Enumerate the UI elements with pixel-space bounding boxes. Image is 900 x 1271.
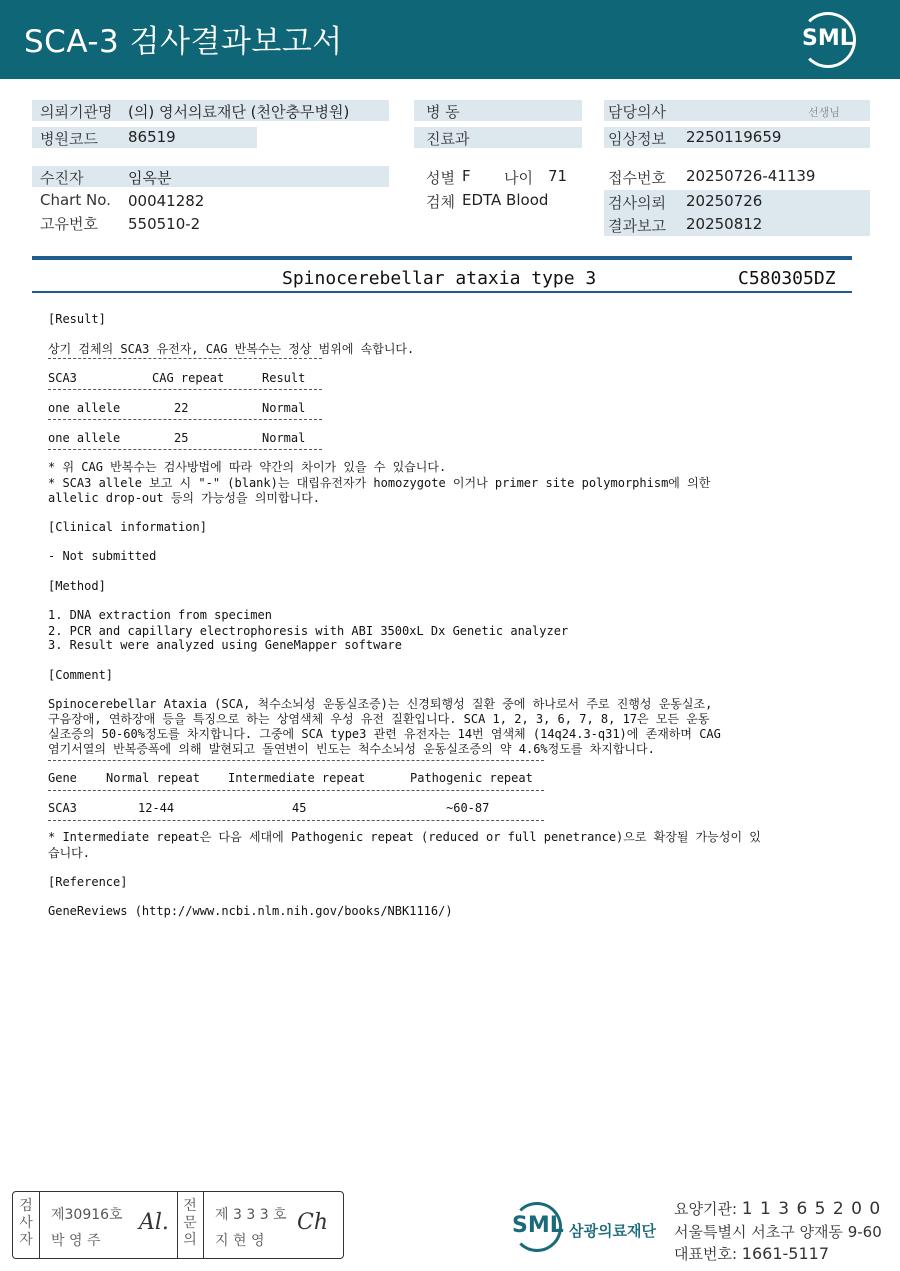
institution-code: [674, 1198, 881, 1219]
chart-label: Chart No.: [40, 191, 111, 209]
inspector-signature: Al.: [139, 1210, 169, 1235]
box-divider: [203, 1192, 204, 1258]
comment-line: 실조증의 50-60%정도를 차지합니다. 그중에 SCA type3 관련 유전자는 14번 염색체 (14q24.3-q31)에 존재하며 CAG: [48, 727, 721, 741]
result-heading: [Result]: [48, 312, 106, 326]
test-code: C580305DZ: [738, 268, 836, 289]
specialist-number: 제 3 3 3 호: [215, 1207, 287, 1223]
table-divider: [48, 820, 544, 821]
table-divider: [48, 760, 544, 761]
result-line: 상기 검체의 SCA3 유전자, CAG 반복수는 정상 범위에 속합니다.: [48, 342, 415, 356]
doctor-suffix: 선생님: [808, 106, 840, 119]
divider-bottom: [32, 291, 852, 293]
age-label: 나이: [504, 169, 533, 187]
sml-logo-text: SML: [802, 26, 854, 51]
receipt-value: 20250726-41139: [686, 167, 816, 185]
table-cell: 45: [292, 801, 307, 815]
comment-line: Spinocerebellar Ataxia (SCA, 척수소뇌성 운동실조증)는 신경퇴행성 질환 중에 하나로서 주로 진행성 운동실조,: [48, 697, 713, 711]
specialist-name: 지 현 영: [215, 1233, 265, 1249]
chart-value: 00041282: [128, 192, 205, 210]
uid-label: 고유번호: [40, 215, 98, 233]
note-line: * Intermediate repeat은 다음 세대에 Pathogenic repeat (reduced or full penetrance)으로 확장될 가능성이 있: [48, 830, 761, 844]
table-divider: [48, 790, 544, 791]
phone-value: 1661-5117: [741, 1244, 830, 1263]
report-date-value: 20250812: [686, 215, 763, 233]
table-row: one allele: [48, 431, 121, 445]
phone-number: [674, 1243, 829, 1264]
note-line: * SCA3 allele 보고 시 "-" (blank)는 대립유전자가 homozygote 이거나 primer site polymorphism에 의한: [48, 476, 711, 490]
table-cell: 22: [174, 401, 189, 415]
report-title: SCA-3 검사결과보고서: [24, 24, 343, 60]
table-cell: Normal: [262, 431, 306, 445]
patient-label: 수진자: [40, 169, 84, 187]
request-label: 검사의뢰: [608, 194, 666, 212]
dept-label: 진료과: [426, 130, 470, 148]
comment-line: 염기서열의 반복증폭에 의해 발현되고 돌연변이 빈도는 척수소뇌성 운동실조증의 약 4.6%정도를 차지합니다.: [48, 742, 655, 756]
specialist-label: 전문의: [183, 1198, 197, 1248]
request-value: 20250726: [686, 192, 763, 210]
table-cell: 12-44: [138, 801, 175, 815]
inspector-number: 제30916호: [51, 1207, 123, 1223]
note-line: 습니다.: [48, 846, 91, 860]
hospcode-value: 86519: [128, 128, 176, 146]
table-divider: [48, 449, 322, 450]
t2-header: Intermediate repeat: [228, 771, 366, 785]
doctor-label: 담당의사: [608, 103, 666, 121]
sex-value: F: [462, 167, 471, 185]
method-line: 2. PCR and capillary electrophoresis with ABI 3500xL Dx Genetic analyzer: [48, 624, 569, 638]
organization-address: 서울특별시 서초구 양재동 9-60: [674, 1223, 882, 1241]
reference-line: GeneReviews (http://www.ncbi.nlm.nih.gov/books/NBK1116/): [48, 904, 453, 918]
reference-heading: [Reference]: [48, 875, 128, 889]
sml-footer-logo-text: SML: [512, 1213, 564, 1238]
report-header: [0, 0, 900, 79]
box-divider: [177, 1192, 178, 1258]
table-divider: [48, 419, 322, 420]
organization-name: 삼광의료재단: [569, 1222, 656, 1240]
note-line: * 위 CAG 반복수는 검사방법에 따라 약간의 차이가 있을 수 있습니다.: [48, 460, 447, 474]
t2-header: Gene: [48, 771, 77, 785]
hospital-label: 의뢰기관명: [40, 103, 113, 121]
table-cell: ~60-87: [446, 801, 490, 815]
specialist-signature: Ch: [297, 1210, 329, 1235]
table-divider: [48, 358, 322, 359]
institution-code-value: 1 1 3 6 5 2 0 0: [741, 1199, 882, 1219]
sex-label: 성별: [426, 169, 455, 187]
clinical-value: 2250119659: [686, 128, 782, 146]
uid-value: 550510-2: [128, 215, 201, 233]
note-line: allelic drop-out 등의 가능성을 의미합니다.: [48, 491, 321, 505]
hospital-value: (의) 영서의료재단 (천안충무병원): [128, 103, 350, 121]
t1-header-gene: SCA3: [48, 371, 77, 385]
receipt-label: 접수번호: [608, 169, 666, 187]
t1-header-cag: CAG repeat: [152, 371, 225, 385]
test-name: Spinocerebellar ataxia type 3: [282, 268, 597, 289]
ward-label: 병 동: [426, 103, 460, 121]
divider-top: [32, 256, 852, 260]
table-cell: Normal: [262, 401, 306, 415]
inspector-name: 박 영 주: [51, 1233, 101, 1249]
t2-header: Normal repeat: [106, 771, 200, 785]
signature-box: [12, 1191, 344, 1259]
box-divider: [39, 1192, 40, 1258]
comment-line: 구음장애, 연하장애 등을 특징으로 하는 상염색체 우성 유전 질환입니다. SCA 1, 2, 3, 6, 7, 8, 17은 모든 운동: [48, 712, 710, 726]
patient-bar: [32, 166, 389, 187]
specimen-label: 검체: [426, 193, 455, 211]
table-divider: [48, 389, 322, 390]
method-heading: [Method]: [48, 579, 106, 593]
report-date-label: 결과보고: [608, 217, 666, 235]
clinical-heading: [Clinical information]: [48, 520, 207, 534]
table-cell: 25: [174, 431, 189, 445]
comment-heading: [Comment]: [48, 668, 114, 682]
clinical-line: - Not submitted: [48, 549, 157, 563]
phone-label: 대표번호:: [674, 1245, 738, 1263]
patient-value: 임옥분: [128, 169, 172, 187]
inspector-label: 검사자: [19, 1198, 33, 1248]
hospcode-label: 병원코드: [40, 130, 98, 148]
table-row: one allele: [48, 401, 121, 415]
t1-header-result: Result: [262, 371, 306, 385]
age-value: 71: [548, 167, 568, 185]
institution-code-label: 요양기관:: [674, 1200, 738, 1218]
method-line: 3. Result were analyzed using GeneMapper software: [48, 638, 403, 652]
clinical-label: 임상정보: [608, 130, 666, 148]
table-row: SCA3: [48, 801, 77, 815]
method-line: 1. DNA extraction from specimen: [48, 608, 272, 622]
t2-header: Pathogenic repeat: [410, 771, 533, 785]
specimen-value: EDTA Blood: [462, 191, 549, 209]
